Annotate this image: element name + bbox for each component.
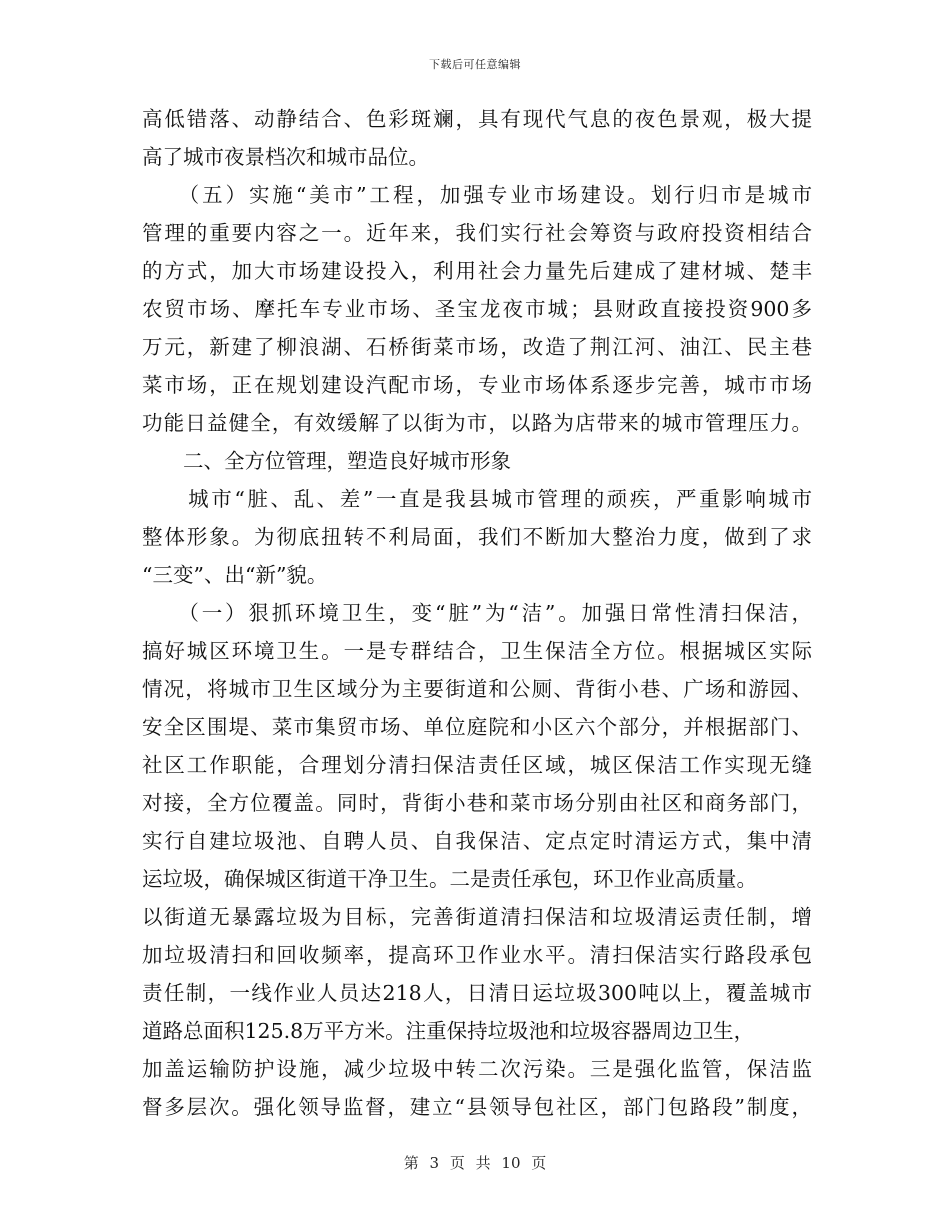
text-line: 搞好城区环境卫生。一是专群结合，卫生保洁全方位。根据城区实际 bbox=[142, 639, 812, 663]
text-line: （一）狠抓环境卫生，变“脏”为“洁”。加强日常性清扫保洁， bbox=[142, 601, 812, 625]
text-line: 以街道无暴露垃圾为目标，完善街道清扫保洁和垃圾清运责任制，增 bbox=[142, 905, 812, 929]
text-line: 城市“脏、乱、差”一直是我县城市管理的顽疾，严重影响城市 bbox=[142, 487, 812, 511]
text-line: 管理的重要内容之一。近年来，我们实行社会筹资与政府投资相结合 bbox=[142, 221, 812, 245]
text-line: 整体形象。为彻底扭转不利局面，我们不断加大整治力度，做到了求 bbox=[142, 525, 812, 549]
text-line: 道路总面积125.8万平方米。注重保持垃圾池和垃圾容器周边卫生， bbox=[142, 1019, 755, 1043]
text-line: 社区工作职能，合理划分清扫保洁责任区域，城区保洁工作实现无缝 bbox=[142, 753, 812, 777]
text-line: 的方式，加大市场建设投入，利用社会力量先后建成了建材城、楚丰 bbox=[142, 259, 812, 283]
text-line: 督多层次。强化领导监督，建立“县领导包社区，部门包路段”制度， bbox=[142, 1095, 812, 1119]
text-line: 安全区围堤、菜市集贸市场、单位庭院和小区六个部分，并根据部门、 bbox=[142, 715, 812, 739]
footer-suffix: 页 bbox=[531, 1154, 547, 1172]
text-line: 加垃圾清扫和回收频率，提高环卫作业水平。清扫保洁实行路段承包 bbox=[142, 943, 812, 967]
text-line: 菜市场，正在规划建设汽配市场，专业市场体系逐步完善，城市市场 bbox=[142, 373, 812, 397]
text-line: 农贸市场、摩托车专业市场、圣宝龙夜市城；县财政直接投资900多 bbox=[142, 297, 812, 321]
footer-prefix: 第 bbox=[403, 1154, 419, 1172]
text-line: 二、全方位管理，塑造良好城市形象 bbox=[142, 449, 511, 473]
document-body bbox=[142, 100, 812, 1126]
footer-page-number: 3 bbox=[429, 1154, 440, 1172]
text-line: （五）实施“美市”工程，加强专业市场建设。划行归市是城市 bbox=[142, 183, 812, 207]
text-line: 功能日益健全，有效缓解了以街为市，以路为店带来的城市管理压力。 bbox=[142, 411, 812, 435]
text-line: 运垃圾，确保城区街道干净卫生。二是责任承包，环卫作业高质量。 bbox=[142, 867, 757, 891]
page-header: 下载后可任意编辑 bbox=[429, 58, 521, 71]
text-line: 加盖运输防护设施，减少垃圾中转二次污染。三是强化监管，保洁监 bbox=[142, 1057, 812, 1081]
text-line: 实行自建垃圾池、自聘人员、自我保洁、定点定时清运方式，集中清 bbox=[142, 829, 812, 853]
text-line: 万元，新建了柳浪湖、石桥街菜市场，改造了荆江河、油江、民主巷 bbox=[142, 335, 812, 359]
footer-total-word: 共 bbox=[475, 1154, 491, 1172]
text-line: 对接，全方位覆盖。同时，背街小巷和菜市场分别由社区和商务部门， bbox=[142, 791, 812, 815]
footer-total-pages: 10 bbox=[501, 1154, 521, 1172]
text-line: 责任制，一线作业人员达218人，日清日运垃圾300吨以上，覆盖城市 bbox=[142, 981, 812, 1005]
text-line: “三变”、出“新”貌。 bbox=[142, 563, 328, 587]
text-line: 情况，将城市卫生区域分为主要街道和公厕、背街小巷、广场和游园、 bbox=[142, 677, 812, 701]
footer-page-word: 页 bbox=[449, 1154, 465, 1172]
text-line: 高低错落、动静结合、色彩斑斓，具有现代气息的夜色景观，极大提 bbox=[142, 107, 812, 131]
page-footer bbox=[0, 1152, 950, 1173]
text-line: 高了城市夜景档次和城市品位。 bbox=[142, 145, 429, 169]
